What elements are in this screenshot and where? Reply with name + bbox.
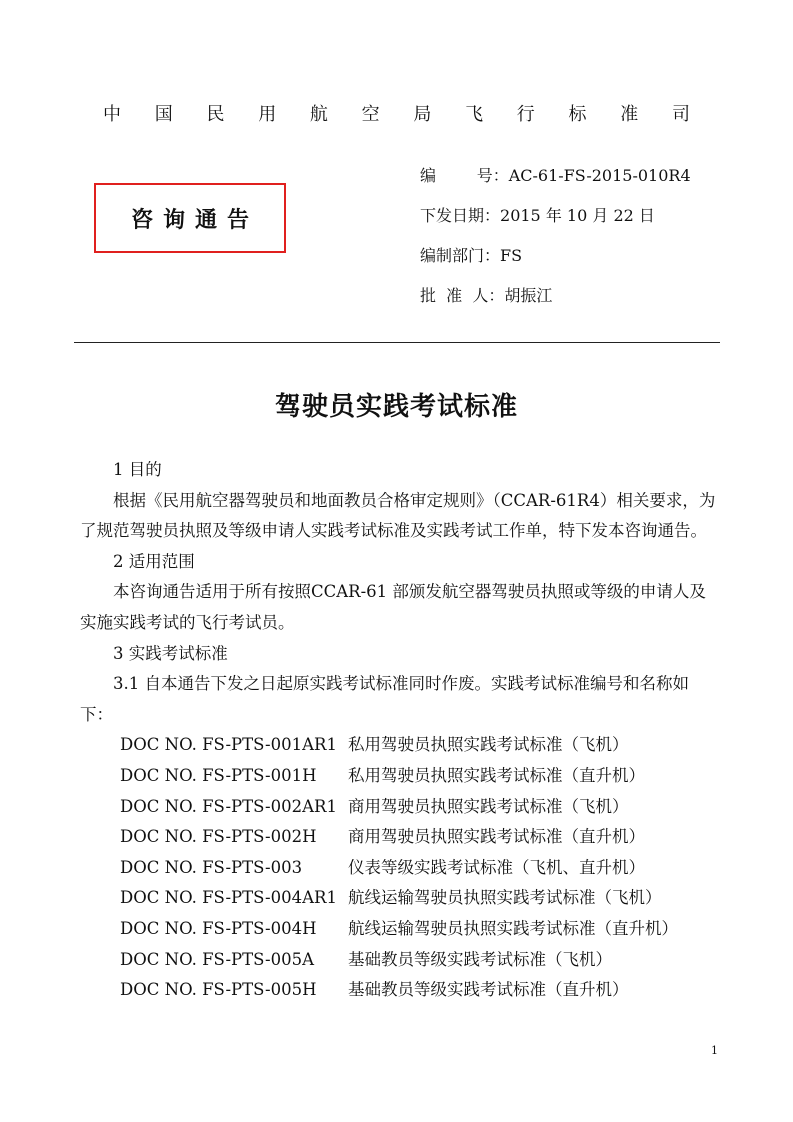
- header-divider: [74, 342, 720, 343]
- doc-name: 商用驾驶员执照实践考试标准（直升机）: [348, 827, 645, 847]
- meta-label: 编 号：: [420, 166, 509, 185]
- doc-name: 基础教员等级实践考试标准（飞机）: [348, 949, 612, 969]
- meta-label: 批 准 人：: [420, 286, 505, 305]
- doc-code: DOC NO. FS-PTS-004H: [120, 918, 317, 938]
- list-item: [80, 730, 720, 761]
- document-title: 驾驶员实践考试标准: [274, 392, 518, 422]
- meta-value: 胡振江: [504, 286, 553, 305]
- meta-row-number: [420, 162, 691, 202]
- meta-value: 2015 年 10 月 22 日: [500, 206, 655, 225]
- meta-label: 下发日期：: [420, 206, 501, 225]
- list-item: [80, 761, 720, 792]
- issuing-agency: 中 国 民 用 航 空 局 飞 行 标 准 司: [103, 104, 704, 125]
- doc-name: 航线运输驾驶员执照实践考试标准（飞机）: [348, 888, 662, 908]
- meta-label: 编制部门：: [420, 246, 501, 265]
- doc-name: 私用驾驶员执照实践考试标准（飞机）: [348, 735, 629, 755]
- document-body: [80, 455, 720, 1006]
- meta-row-department: [420, 242, 691, 282]
- page-number: 1: [711, 1044, 718, 1057]
- list-item: [80, 914, 720, 945]
- section-paragraph-scope: 本咨询通告适用于所有按照CCAR-61 部颁发航空器驾驶员执照或等级的申请人及实施实践考试的飞行考试员。: [80, 582, 706, 632]
- stamp-label: 咨询通告: [130, 206, 259, 233]
- list-item: [80, 853, 720, 884]
- advisory-circular-stamp: [94, 183, 286, 253]
- meta-row-approver: [420, 282, 691, 322]
- doc-code: DOC NO. FS-PTS-002AR1: [120, 796, 337, 816]
- doc-name: 基础教员等级实践考试标准（直升机）: [348, 980, 629, 1000]
- doc-code: DOC NO. FS-PTS-003: [120, 857, 303, 877]
- list-item: [80, 883, 720, 914]
- section-heading-purpose: 1 目的: [113, 460, 162, 479]
- doc-code: DOC NO. FS-PTS-002H: [120, 827, 317, 847]
- section-paragraph-standards: 3.1 自本通告下发之日起原实践考试标准同时作废。实践考试标准编号和名称如下：: [80, 674, 689, 724]
- section-heading-scope: 2 适用范围: [113, 551, 195, 571]
- document-metadata: [420, 162, 691, 322]
- list-item: [80, 975, 720, 1006]
- doc-name: 私用驾驶员执照实践考试标准（直升机）: [348, 765, 645, 785]
- section-heading-standards: 3 实践考试标准: [113, 643, 228, 663]
- doc-code: DOC NO. FS-PTS-004AR1: [120, 888, 337, 908]
- section-paragraph-purpose: 根据《民用航空器驾驶员和地面教员合格审定规则》（CCAR-61R4）相关要求，为了规范驾驶员执照及等级申请人实践考试标准及实践考试工作单，特下发本咨询通告。: [80, 490, 716, 541]
- doc-name: 商用驾驶员执照实践考试标准（飞机）: [348, 796, 629, 816]
- standards-list: [80, 730, 720, 1005]
- doc-code: DOC NO. FS-PTS-001AR1: [120, 735, 337, 755]
- doc-name: 仪表等级实践考试标准（飞机、直升机）: [348, 857, 645, 877]
- meta-row-issue-date: [420, 202, 691, 242]
- list-item: [80, 945, 720, 976]
- meta-value: FS: [500, 246, 523, 265]
- doc-code: DOC NO. FS-PTS-005A: [120, 949, 315, 969]
- doc-code: DOC NO. FS-PTS-005H: [120, 980, 317, 1000]
- meta-value: AC-61-FS-2015-010R4: [508, 166, 691, 185]
- list-item: [80, 792, 720, 823]
- doc-name: 航线运输驾驶员执照实践考试标准（直升机）: [348, 918, 678, 938]
- doc-code: DOC NO. FS-PTS-001H: [120, 765, 317, 785]
- list-item: [80, 822, 720, 853]
